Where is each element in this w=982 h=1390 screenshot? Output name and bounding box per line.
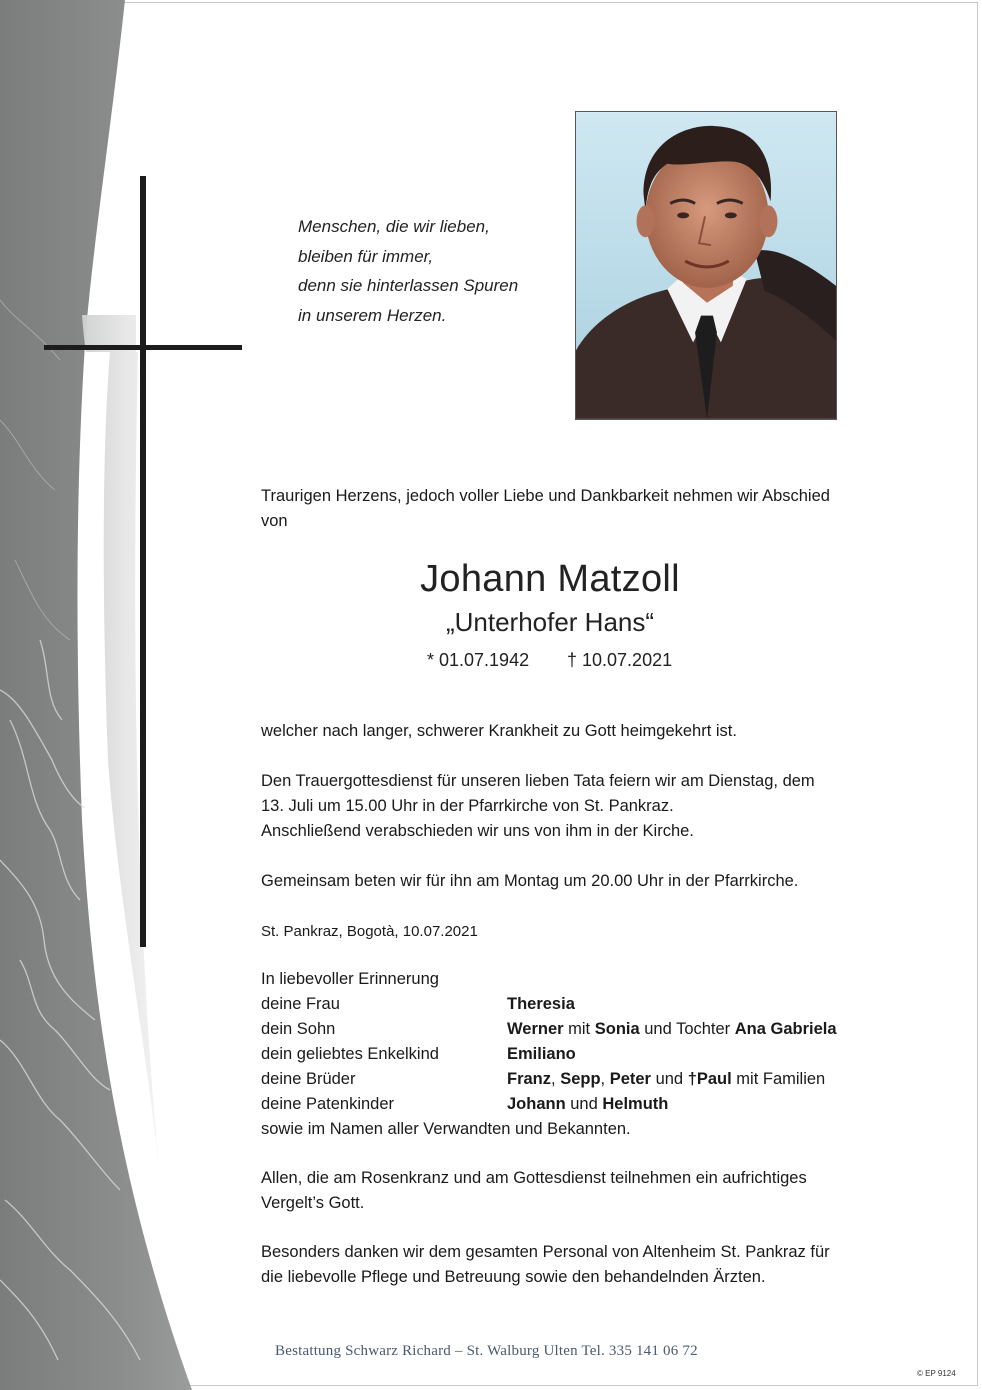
mourners-intro: In liebevoller Erinnerung — [261, 970, 439, 988]
intro-line: von — [261, 512, 288, 530]
quote-line: Menschen, die wir lieben, — [298, 217, 490, 236]
quote-line: denn sie hinterlassen Spuren — [298, 276, 519, 295]
mourner-names — [507, 992, 575, 1017]
service-line: Anschließend verabschieden wir uns von ihm in der Kirche. — [261, 822, 694, 840]
portrait-photo — [575, 111, 837, 420]
mourner-name: Helmuth — [602, 1095, 669, 1113]
service-line: Den Trauergottesdienst für unseren lieben Tata feiern wir am Dienstag, dem — [261, 772, 815, 790]
funeral-home-footer: Bestattung Schwarz Richard – St. Walburg Ulten Tel. 335 141 06 72 — [275, 1343, 698, 1359]
thanks-line: Besonders danken wir dem gesamten Personal von Altenheim St. Pankraz für — [261, 1243, 830, 1261]
service-line: 13. Juli um 15.00 Uhr in der Pfarrkirche von St. Pankraz. — [261, 797, 674, 815]
mourner-name: Sepp — [560, 1070, 601, 1088]
mourners-closing: sowie im Namen aller Verwandten und Bekannten. — [261, 1120, 631, 1138]
death-date: † 10.07.2021 — [567, 650, 673, 670]
mourner-connector: und Tochter — [639, 1020, 735, 1038]
mourner-names — [507, 1092, 668, 1117]
mourner-names — [507, 1017, 837, 1042]
memorial-quote — [298, 212, 518, 330]
mourner-name: †Paul — [687, 1070, 732, 1088]
intro-line: Traurigen Herzens, jedoch voller Liebe und Dankbarkeit nehmen wir Abschied — [261, 487, 830, 505]
quote-line: bleiben für immer, — [298, 246, 434, 266]
mourner-name: Sonia — [594, 1020, 640, 1038]
place-date: St. Pankraz, Bogotà, 10.07.2021 — [261, 923, 478, 940]
mourner-name: Theresia — [507, 995, 575, 1013]
mourner-relation: dein geliebtes Enkelkind — [261, 1045, 439, 1063]
prayer-text: Gemeinsam beten wir für ihn am Montag um 20.00 Uhr in der Pfarrkirche. — [261, 872, 799, 890]
thanks-line: Allen, die am Rosenkranz und am Gottesdienst teilnehmen ein aufrichtiges — [261, 1169, 807, 1187]
mourner-connector: mit — [563, 1020, 595, 1038]
deceased-name: Johann Matzoll — [420, 558, 680, 600]
mourner-relation: dein Sohn — [261, 1020, 336, 1038]
deceased-nickname: „Unterhofer Hans“ — [445, 607, 655, 637]
mourner-names — [507, 1067, 825, 1092]
print-code: © EP 9124 — [917, 1369, 956, 1378]
mourner-connector: , — [551, 1070, 561, 1088]
mourner-name: Franz — [507, 1070, 552, 1088]
mourner-names — [507, 1042, 576, 1067]
mourner-relation: deine Frau — [261, 995, 340, 1013]
mourner-name: Emiliano — [507, 1045, 576, 1063]
mourner-connector: mit Familien — [731, 1070, 826, 1088]
mourner-connector: , — [600, 1070, 610, 1088]
mourner-name: Peter — [609, 1070, 651, 1088]
quote-line: in unserem Herzen. — [298, 305, 447, 325]
mourner-connector: und — [565, 1095, 603, 1113]
returned-text: welcher nach langer, schwerer Krankheit zu Gott heimgekehrt ist. — [261, 722, 737, 740]
mourner-connector: und — [650, 1070, 688, 1088]
thanks-line: die liebevolle Pflege und Betreuung sowie den behandelnden Ärzten. — [261, 1268, 766, 1286]
mourner-name: Ana Gabriela — [734, 1020, 837, 1038]
mourner-relation: deine Brüder — [261, 1070, 356, 1088]
mourner-name: Werner — [507, 1020, 564, 1038]
mourner-relation: deine Patenkinder — [261, 1095, 395, 1113]
thanks-line: Vergelt’s Gott. — [261, 1194, 365, 1212]
birth-date: * 01.07.1942 — [427, 650, 530, 670]
mourner-name: Johann — [507, 1095, 566, 1113]
